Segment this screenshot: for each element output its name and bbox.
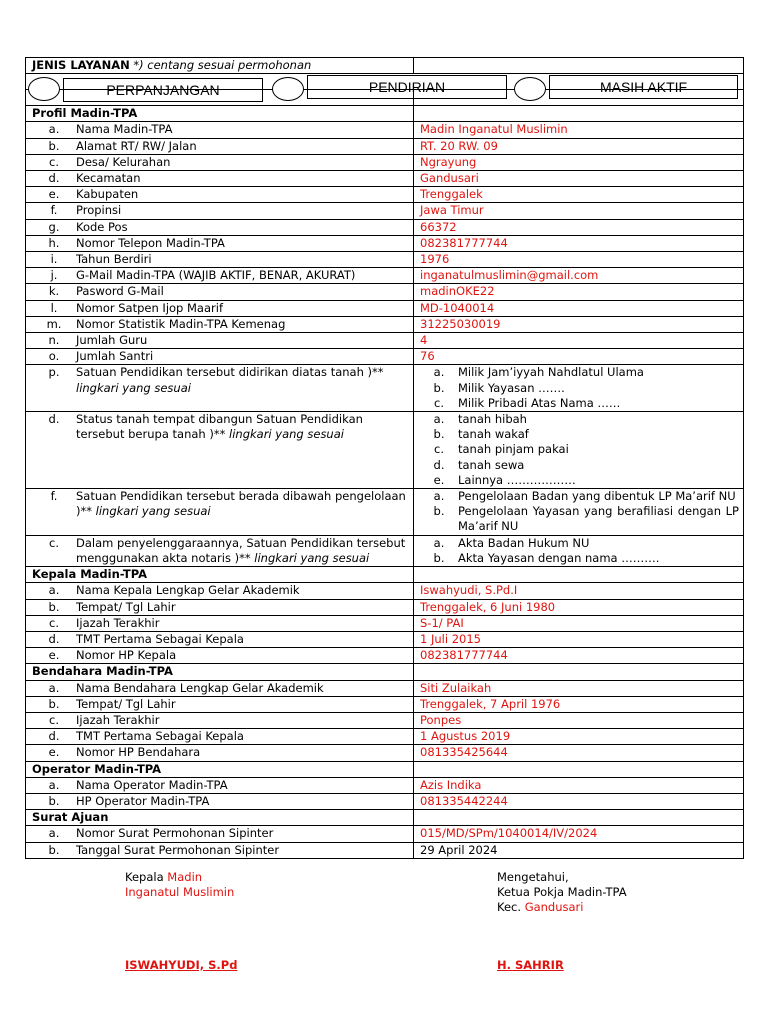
service-type-row <box>26 58 744 74</box>
table-row <box>26 284 744 300</box>
item-letter: d. <box>48 631 60 646</box>
item-letter: b. <box>48 793 60 808</box>
profil-label <box>32 122 409 137</box>
item-letter: g. <box>48 219 60 234</box>
item-letter: c. <box>49 535 59 550</box>
bendahara-label-cell <box>26 745 414 761</box>
table-row <box>26 268 744 284</box>
table-row <box>26 349 744 365</box>
question-text: Satuan Pendidikan tersebut berada dibawah pengelolaan )** <box>76 489 406 519</box>
profil-value[interactable]: Trenggalek <box>414 187 744 203</box>
table-row <box>26 599 744 615</box>
option-item[interactable] <box>420 365 739 380</box>
item-letter: e. <box>48 187 60 202</box>
profil-label-cell <box>26 349 414 365</box>
question-text: Satuan Pendidikan tersebut didirikan diatas tanah )** <box>76 365 384 380</box>
profil-value[interactable]: Gandusari <box>414 171 744 187</box>
notary-deed-row <box>26 535 744 566</box>
profil-label <box>32 236 409 251</box>
bendahara-heading-empty <box>414 664 744 680</box>
profil-value[interactable]: 4 <box>414 333 744 349</box>
profil-label <box>32 317 409 332</box>
item-label: Nomor Surat Permohonan Sipinter <box>76 826 274 841</box>
item-label: Nomor Statistik Madin-TPA Kemenag <box>76 316 286 331</box>
bendahara-value[interactable]: Ponpes <box>414 712 744 728</box>
option-letter: b. <box>433 504 445 519</box>
table-row <box>26 826 744 842</box>
option-item[interactable] <box>420 551 739 566</box>
profil-value[interactable]: RT. 20 RW. 09 <box>414 138 744 154</box>
table-row <box>26 300 744 316</box>
kepala-heading-empty <box>414 567 744 583</box>
item-letter: c. <box>49 154 59 169</box>
option-text: Milik Yayasan ……. <box>458 380 565 395</box>
profil-value[interactable]: 66372 <box>414 219 744 235</box>
table-row <box>26 583 744 599</box>
table-row <box>26 203 744 219</box>
management-question <box>26 489 414 536</box>
profil-label <box>32 333 409 348</box>
service-type-empty-cell <box>414 58 744 74</box>
profil-value[interactable]: 31225030019 <box>414 316 744 332</box>
profil-value[interactable]: 76 <box>414 349 744 365</box>
item-label: Ijazah Terakhir <box>76 615 160 630</box>
left-signer-name: ISWAHYUDI, S.Pd <box>125 958 238 972</box>
profil-value[interactable]: Jawa Timur <box>414 203 744 219</box>
right-sig-district: Gandusari <box>524 900 584 914</box>
option-item[interactable] <box>420 536 739 551</box>
item-label: Ijazah Terakhir <box>76 712 160 727</box>
kepala-label <box>32 616 409 631</box>
profil-heading: Profil Madin-TPA <box>26 106 414 122</box>
table-row <box>26 712 744 728</box>
service-type-note: *) centang sesuai permohonan <box>133 58 312 72</box>
operator-label <box>32 794 409 809</box>
surat-label-cell <box>26 826 414 842</box>
table-row <box>26 219 744 235</box>
notary-deed-options <box>414 535 744 566</box>
profil-label <box>32 155 409 170</box>
item-label: Tanggal Surat Permohonan Sipinter <box>76 842 280 857</box>
kepala-value[interactable]: 082381777744 <box>414 648 744 664</box>
item-label: Kabupaten <box>76 187 139 202</box>
option-text: Milik Jam’iyyah Nahdlatul Ulama <box>458 365 644 380</box>
land-status-question-text <box>76 412 409 442</box>
item-letter: a. <box>48 680 60 695</box>
item-label: Kecamatan <box>76 171 141 186</box>
table-row <box>26 729 744 745</box>
profil-value[interactable]: inganatulmuslimin@gmail.com <box>414 268 744 284</box>
option-item[interactable] <box>420 427 739 442</box>
item-letter: a. <box>48 826 60 841</box>
option-item[interactable] <box>420 489 739 504</box>
bendahara-value[interactable]: 1 Agustus 2019 <box>414 729 744 745</box>
option-letter: b. <box>433 380 445 395</box>
table-row <box>26 793 744 809</box>
item-label: Desa/ Kelurahan <box>76 154 171 169</box>
table-row <box>26 252 744 268</box>
item-label: Alamat RT/ RW/ Jalan <box>76 138 197 153</box>
option-text: Lainnya ……………… <box>458 472 576 487</box>
option-item[interactable] <box>420 442 739 457</box>
option-text: Milik Pribadi Atas Nama …… <box>458 395 621 410</box>
kepala-value[interactable]: Trenggalek, 6 Juni 1980 <box>414 599 744 615</box>
item-letter: l. <box>50 300 58 315</box>
option-text: Pengelolaan Badan yang dibentuk LP Ma’arif NU <box>458 489 736 504</box>
table-row <box>26 631 744 647</box>
bendahara-heading-row <box>26 664 744 680</box>
item-label: G-Mail Madin-TPA (WAJIB AKTIF, BENAR, AKURAT) <box>76 268 356 283</box>
item-letter: e. <box>48 648 60 663</box>
profil-label-cell <box>26 268 414 284</box>
kepala-label-cell <box>26 599 414 615</box>
item-letter: a. <box>48 122 60 137</box>
service-choices-row <box>26 74 744 90</box>
item-label: Tempat/ Tgl Lahir <box>76 599 176 614</box>
left-sig-madin: Madin <box>167 870 203 884</box>
question-text: Status tanah tempat dibangun Satuan Pendidikan tersebut berupa tanah )** <box>76 412 363 442</box>
left-sig-prefix: Kepala <box>125 870 164 884</box>
item-letter: b. <box>48 599 60 614</box>
item-letter: n. <box>48 333 60 348</box>
item-letter: a. <box>48 777 60 792</box>
management-options <box>414 489 744 536</box>
profil-label <box>32 284 409 299</box>
right-sig-prefix: Kec. <box>497 900 522 914</box>
left-sig-institution: Inganatul Muslimin <box>125 885 235 899</box>
bendahara-label <box>32 681 409 696</box>
kepala-label <box>32 648 409 663</box>
item-label: Nama Madin-TPA <box>76 122 173 137</box>
table-row <box>26 648 744 664</box>
profil-label-cell <box>26 284 414 300</box>
management-question-wrap <box>32 489 409 519</box>
option-letter: c. <box>434 442 444 457</box>
notary-deed-question-text <box>76 536 409 566</box>
option-masih-aktif[interactable] <box>549 75 738 99</box>
table-row <box>26 154 744 170</box>
item-letter: i. <box>50 252 58 267</box>
kepala-label <box>32 632 409 647</box>
bendahara-label-cell <box>26 680 414 696</box>
surat-value[interactable]: 29 April 2024 <box>414 842 744 858</box>
right-sig-line1: Mengetahui, <box>497 870 569 884</box>
operator-heading-empty <box>414 761 744 777</box>
profil-label <box>32 171 409 186</box>
option-text: Akta Yayasan dengan nama ………. <box>458 550 660 565</box>
table-row <box>26 680 744 696</box>
profil-label-cell <box>26 235 414 251</box>
item-label: Kode Pos <box>76 219 128 234</box>
notary-deed-question <box>26 535 414 566</box>
operator-heading-row <box>26 761 744 777</box>
option-item[interactable] <box>420 458 739 473</box>
profil-label-cell <box>26 219 414 235</box>
registration-form <box>25 57 743 859</box>
land-origin-question-text <box>76 365 409 395</box>
profil-value[interactable]: madinOKE22 <box>414 284 744 300</box>
table-row <box>26 316 744 332</box>
management-row <box>26 489 744 536</box>
surat-label <box>32 843 409 858</box>
profil-label <box>32 268 409 283</box>
profil-label-cell <box>26 333 414 349</box>
service-type-label: JENIS LAYANAN <box>32 58 130 72</box>
question-hint: lingkari yang sesuai <box>229 427 344 442</box>
management-question-text <box>76 489 409 519</box>
item-letter: a. <box>48 583 60 598</box>
option-letter: c. <box>434 395 444 410</box>
option-letter: b. <box>433 427 445 442</box>
profil-label <box>32 203 409 218</box>
item-letter: f. <box>50 203 58 218</box>
option-item[interactable] <box>420 504 739 534</box>
kepala-value[interactable]: Iswahyudi, S.Pd.I <box>414 583 744 599</box>
profil-value[interactable]: MD-1040014 <box>414 300 744 316</box>
item-label: HP Operator Madin-TPA <box>76 793 210 808</box>
item-letter: f. <box>50 489 58 504</box>
land-status-row <box>26 412 744 489</box>
item-label: TMT Pertama Sebagai Kepala <box>76 631 244 646</box>
bendahara-label <box>32 713 409 728</box>
table-row <box>26 235 744 251</box>
option-letter: a. <box>433 535 445 550</box>
right-signature-title <box>497 870 627 915</box>
operator-label-cell <box>26 793 414 809</box>
bendahara-value[interactable]: 081335425644 <box>414 745 744 761</box>
bendahara-label-cell <box>26 696 414 712</box>
item-label: Jumlah Santri <box>76 349 154 364</box>
operator-heading: Operator Madin-TPA <box>26 761 414 777</box>
kepala-label <box>32 600 409 615</box>
profil-label-cell <box>26 316 414 332</box>
profil-label-cell <box>26 154 414 170</box>
table-row <box>26 777 744 793</box>
bendahara-value[interactable]: Siti Zulaikah <box>414 680 744 696</box>
bendahara-label <box>32 745 409 760</box>
option-letter: b. <box>433 550 445 565</box>
option-text: tanah hibah <box>458 412 527 427</box>
item-letter: c. <box>49 615 59 630</box>
option-item[interactable] <box>420 473 739 488</box>
table-row <box>26 842 744 858</box>
item-letter: j. <box>50 268 58 283</box>
item-label: Nomor Telepon Madin-TPA <box>76 235 225 250</box>
option-perpanjangan-label: PERPANJANGAN <box>106 82 220 99</box>
profil-label-cell <box>26 300 414 316</box>
option-item[interactable] <box>420 412 739 427</box>
right-signer-name: H. SAHRIR <box>497 958 564 972</box>
left-signature-title <box>125 870 234 900</box>
land-status-question-wrap <box>32 412 409 442</box>
bendahara-label <box>32 697 409 712</box>
option-pendirian-label: PENDIRIAN <box>368 79 446 96</box>
surat-value[interactable]: 015/MD/SPm/1040014/IV/2024 <box>414 826 744 842</box>
land-origin-question-wrap <box>32 365 409 395</box>
option-text: tanah wakaf <box>458 427 529 442</box>
table-row <box>26 171 744 187</box>
option-item[interactable] <box>420 381 739 396</box>
profil-value[interactable]: 1976 <box>414 252 744 268</box>
item-letter: p. <box>48 365 60 380</box>
profil-value[interactable]: Madin Inganatul Muslimin <box>414 122 744 138</box>
item-label: Nama Operator Madin-TPA <box>76 777 228 792</box>
profil-label-cell <box>26 122 414 138</box>
kepala-heading-row <box>26 567 744 583</box>
profil-heading-row <box>26 106 744 122</box>
question-text: Dalam penyelenggaraannya, Satuan Pendidikan tersebut menggunakan akta notaris )** <box>76 535 406 565</box>
option-text: Akta Badan Hukum NU <box>458 535 590 550</box>
item-label: Nomor Satpen Ijop Maarif <box>76 300 224 315</box>
item-label: Tahun Berdiri <box>76 252 152 267</box>
bendahara-label-cell <box>26 729 414 745</box>
kepala-label <box>32 583 409 598</box>
item-label: TMT Pertama Sebagai Kepala <box>76 729 244 744</box>
profil-label <box>32 220 409 235</box>
item-label: Jumlah Guru <box>76 333 148 348</box>
table-row <box>26 187 744 203</box>
item-label: Nomor HP Bendahara <box>76 745 201 760</box>
surat-label <box>32 826 409 841</box>
service-type-cell <box>26 58 414 74</box>
operator-label-cell <box>26 777 414 793</box>
item-label: Nomor HP Kepala <box>76 648 177 663</box>
option-letter: a. <box>433 489 445 504</box>
option-item[interactable] <box>420 396 739 411</box>
item-label: Nama Bendahara Lengkap Gelar Akademik <box>76 680 324 695</box>
option-text: tanah pinjam pakai <box>458 442 569 457</box>
profil-label-cell <box>26 171 414 187</box>
right-sig-line2: Ketua Pokja Madin-TPA <box>497 885 627 899</box>
item-letter: m. <box>46 316 62 331</box>
item-letter: e. <box>48 745 60 760</box>
surat-heading-empty <box>414 810 744 826</box>
item-letter: d. <box>48 729 60 744</box>
option-pendirian[interactable] <box>307 75 507 99</box>
table-row <box>26 138 744 154</box>
table-row <box>26 696 744 712</box>
table-row <box>26 615 744 631</box>
profil-label <box>32 349 409 364</box>
profil-value[interactable]: 082381777744 <box>414 235 744 251</box>
land-origin-options <box>414 365 744 412</box>
bendahara-value[interactable]: Trenggalek, 7 April 1976 <box>414 696 744 712</box>
kepala-value[interactable]: 1 Juli 2015 <box>414 631 744 647</box>
bendahara-label-cell <box>26 712 414 728</box>
item-letter: d. <box>48 171 60 186</box>
kepala-heading: Kepala Madin-TPA <box>26 567 414 583</box>
profil-label <box>32 252 409 267</box>
option-letter: a. <box>433 365 445 380</box>
surat-label-cell <box>26 842 414 858</box>
profil-label-cell <box>26 203 414 219</box>
profil-label-cell <box>26 252 414 268</box>
profil-label <box>32 301 409 316</box>
item-letter: d. <box>48 412 60 427</box>
operator-label <box>32 778 409 793</box>
question-hint: lingkari yang sesuai <box>254 550 370 565</box>
form-table <box>25 57 744 859</box>
item-letter: k. <box>48 284 60 299</box>
option-masih-aktif-label: MASIH AKTIF <box>599 79 688 96</box>
item-letter: b. <box>48 842 60 857</box>
item-label: Tempat/ Tgl Lahir <box>76 696 176 711</box>
item-label: Nama Kepala Lengkap Gelar Akademik <box>76 583 300 598</box>
land-status-question <box>26 412 414 489</box>
table-row <box>26 122 744 138</box>
option-text: tanah sewa <box>458 457 525 472</box>
profil-value[interactable]: Ngrayung <box>414 154 744 170</box>
question-hint: lingkari yang sesuai <box>76 380 191 395</box>
table-row <box>26 333 744 349</box>
profil-label <box>32 139 409 154</box>
notary-deed-question-wrap <box>32 536 409 566</box>
item-letter: c. <box>49 712 59 727</box>
surat-heading: Surat Ajuan <box>26 810 414 826</box>
item-letter: o. <box>48 349 60 364</box>
table-row <box>26 745 744 761</box>
profil-label-cell <box>26 138 414 154</box>
land-origin-row <box>26 365 744 412</box>
operator-value[interactable]: Azis Indika <box>414 777 744 793</box>
option-text: Pengelolaan Yayasan yang berafiliasi dengan LP Ma’arif NU <box>458 504 739 534</box>
bendahara-heading: Bendahara Madin-TPA <box>26 664 414 680</box>
bendahara-label <box>32 729 409 744</box>
profil-label-cell <box>26 187 414 203</box>
option-letter: d. <box>433 457 445 472</box>
land-origin-question <box>26 365 414 412</box>
question-hint: lingkari yang sesuai <box>95 504 211 519</box>
profil-heading-empty <box>414 106 744 122</box>
service-choices-cell <box>26 74 744 99</box>
surat-heading-row <box>26 810 744 826</box>
item-letter: b. <box>48 696 60 711</box>
item-label: Pasword G-Mail <box>76 284 164 299</box>
kepala-label-cell <box>26 648 414 664</box>
kepala-label-cell <box>26 615 414 631</box>
operator-value[interactable]: 081335442244 <box>414 793 744 809</box>
profil-label <box>32 187 409 202</box>
option-letter: e. <box>433 472 445 487</box>
option-letter: a. <box>433 412 445 427</box>
item-label: Propinsi <box>76 203 122 218</box>
kepala-label-cell <box>26 631 414 647</box>
option-perpanjangan[interactable] <box>63 78 263 102</box>
land-status-options <box>414 412 744 489</box>
kepala-value[interactable]: S-1/ PAI <box>414 615 744 631</box>
item-letter: b. <box>48 138 60 153</box>
item-letter: h. <box>48 235 60 250</box>
kepala-label-cell <box>26 583 414 599</box>
